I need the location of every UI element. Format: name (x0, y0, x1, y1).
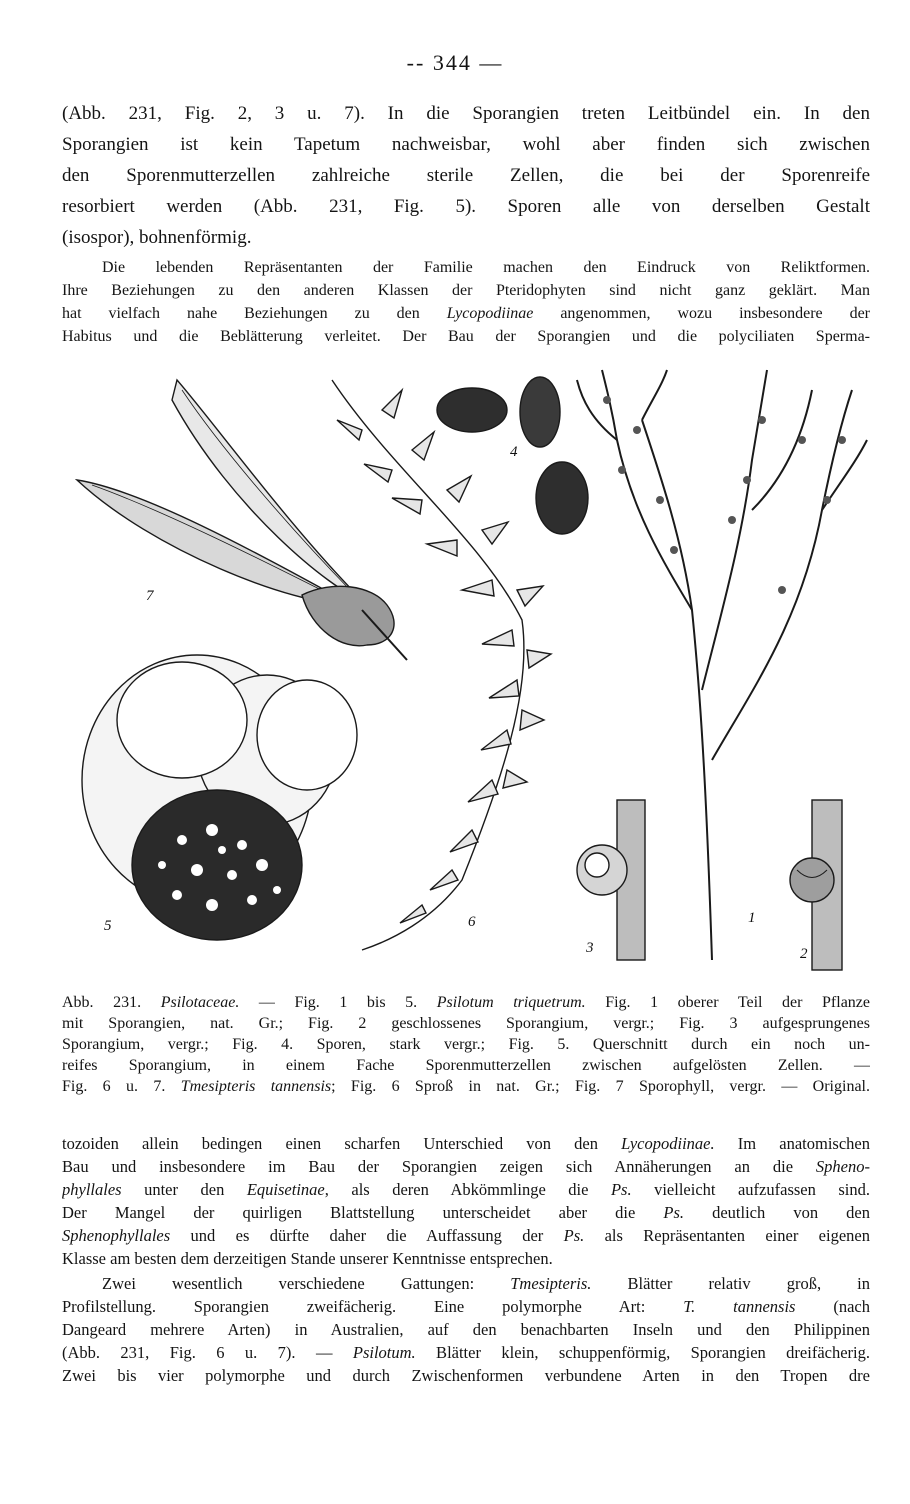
text-line: Habitus und die Beblätterung verleitet. Der Bau der Sporangien und die polyciliaten Sperma- (62, 328, 870, 345)
text-line: Der Mangel der quirligen Blattstellung unterscheidet aber die Ps. deutlich von den (62, 1203, 870, 1222)
text-line: (isospor), bohnenförmig. (62, 227, 252, 248)
text-line: (Abb. 231, Fig. 6 u. 7). — Psilotum. Blätter klein, schuppenförmig, Sporangien dreifächerig. (62, 1343, 870, 1362)
text-line: Die lebenden Repräsentanten der Familie machen den Eindruck von Reliktformen. (102, 259, 870, 276)
cross-section-figure (82, 655, 357, 940)
figure-label-5: 5 (104, 918, 112, 934)
caption-line: Fig. 6 u. 7. Tmesipteris tannensis; Fig. 6 Sproß in nat. Gr.; Fig. 7 Sporophyll, vergr. — Original. (62, 1078, 870, 1095)
text-line: phyllales unter den Equisetinae, als deren Abkömmlinge die Ps. vielleicht aufzufassen sind. (62, 1180, 870, 1199)
text-line: (Abb. 231, Fig. 2, 3 u. 7). In die Sporangien treten Leitbündel ein. In den (62, 103, 870, 124)
caption-line: reifes Sporangium, in einem Fache Sporenmutterzellen zwischen aufgelösten Zellen. — (62, 1057, 870, 1074)
figure-label-1: 1 (748, 910, 756, 926)
text-line: den Sporenmutterzellen zahlreiche sterile Zellen, die bei der Sporenreife (62, 165, 870, 186)
figure-caption (62, 992, 870, 1097)
text-line: Dangeard mehrere Arten) in Australien, auf den benachbarten Inseln und den Philippinen (62, 1320, 870, 1339)
paragraph-gattungen (62, 1272, 870, 1387)
figure-label-2: 2 (800, 946, 808, 962)
figure-label-7: 7 (146, 588, 154, 604)
text-line: Zwei bis vier polymorphe und durch Zwischenformen verbundene Arten in den Tropen dre (62, 1366, 870, 1385)
text-line: Profilstellung. Sporangien zweifächerig. Eine polymorphe Art: T. tannensis (nach (62, 1297, 870, 1316)
figure-label-4: 4 (510, 444, 518, 460)
figure-label-3: 3 (586, 940, 594, 956)
text-line: Klasse am besten dem derzeitigen Stande unserer Kenntnisse entsprechen. (62, 1249, 553, 1268)
text-line: Zwei wesentlich verschiedene Gattungen: Tmesipteris. Blätter relativ groß, in (102, 1274, 870, 1293)
text-line: Sphenophyllales und es dürfte daher die Auffassung der Ps. als Repräsentanten einer eigenen (62, 1226, 870, 1245)
paragraph-tozoiden (62, 1132, 870, 1270)
paragraph-sporangien (62, 98, 870, 253)
caption-line: Abb. 231. Psilotaceae. — Fig. 1 bis 5. Psilotum triquetrum. Fig. 1 oberer Teil der Pflanze (62, 994, 870, 1011)
text-line: Sporangien ist kein Tapetum nachweisbar, wohl aber finden sich zwischen (62, 134, 870, 155)
text-line: Ihre Beziehungen zu den anderen Klassen der Pteridophyten sind nicht ganz geklärt. Man (62, 282, 870, 299)
sporophyll-figure (77, 380, 407, 660)
paragraph-relikt (62, 256, 870, 348)
text-line: tozoiden allein bedingen einen scharfen Unterschied von den Lycopodiinae. Im anatomischen (62, 1134, 870, 1153)
closed-sporangium-figure (790, 800, 842, 970)
page-number: -- 344 — (406, 50, 504, 75)
text-line: resorbiert werden (Abb. 231, Fig. 5). Sporen alle von derselben Gestalt (62, 196, 870, 217)
caption-line: Sporangium, vergr.; Fig. 4. Sporen, stark vergr.; Fig. 5. Querschnitt durch ein noch un- (62, 1036, 870, 1053)
opened-sporangium-figure (577, 800, 645, 960)
text-line: Bau und insbesondere im Bau der Sporangien zeigen sich Annäherungen an die Spheno- (62, 1157, 870, 1176)
text-line: hat vielfach nahe Beziehungen zu den Lycopodiinae angenommen, wozu insbesondere der (62, 305, 870, 322)
figure-label-6: 6 (468, 914, 476, 930)
caption-line: mit Sporangien, nat. Gr.; Fig. 2 geschlossenes Sporangium, vergr.; Fig. 3 aufgesprungenes (62, 1015, 870, 1032)
shoot-figure (332, 380, 551, 950)
botanical-figure (62, 360, 872, 975)
